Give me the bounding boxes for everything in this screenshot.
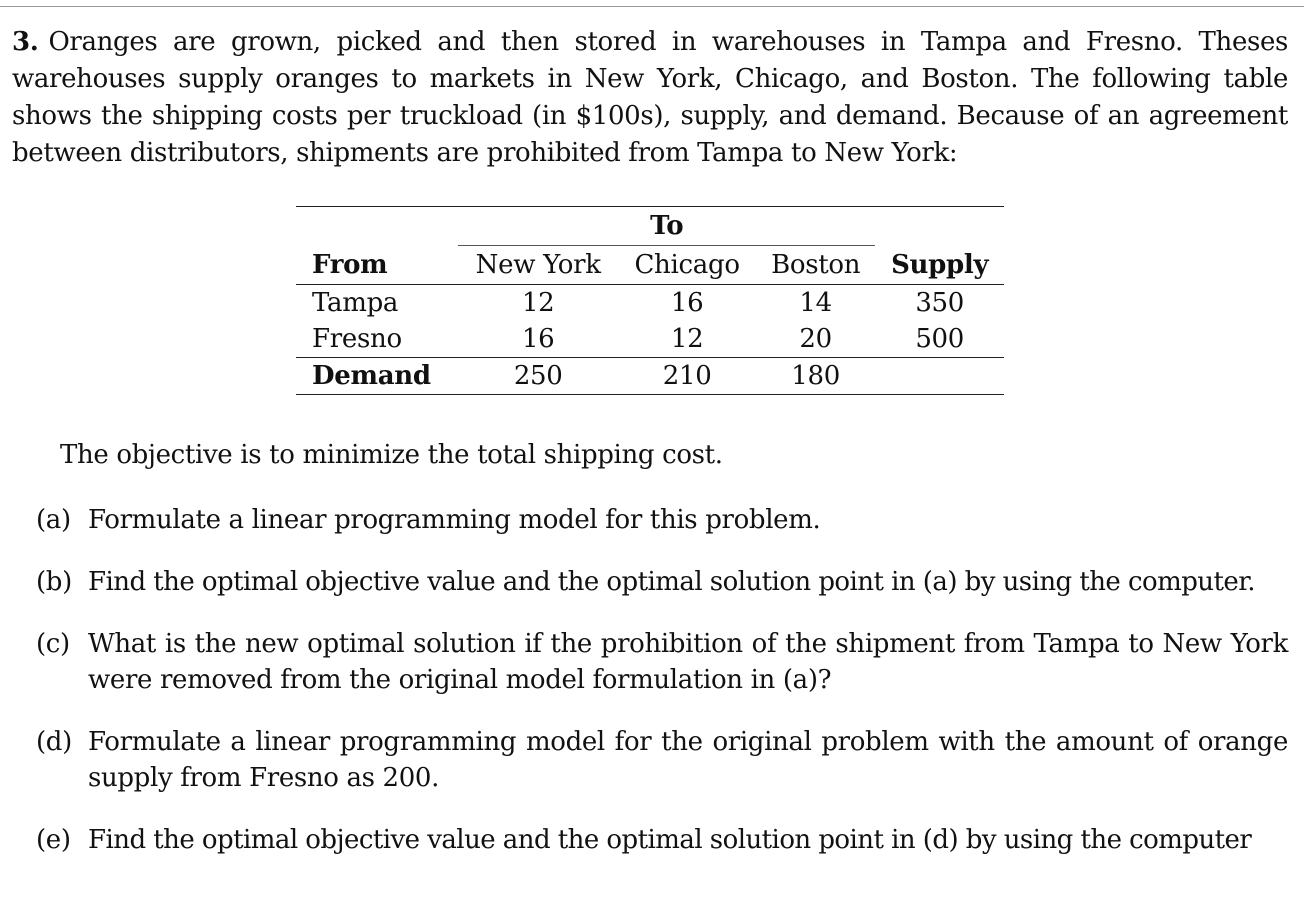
table-row-name: Fresno (312, 324, 402, 354)
table-header-spacer (296, 207, 458, 246)
question-part-label: (e) (36, 825, 71, 855)
cost-table (296, 206, 1004, 395)
table-header-col: Boston (771, 250, 861, 280)
table-demand-row (296, 358, 1004, 395)
question-part-text: Formulate a linear programming model for the original problem with the amount of orange supply from Fresno as 200. (88, 727, 1288, 793)
question-part-label: (c) (36, 629, 70, 659)
table-cell-supply: 350 (915, 288, 965, 318)
table-cell: 16 (670, 288, 704, 318)
question-part (30, 822, 1288, 858)
problem-number: 3. (12, 27, 39, 57)
table-cell: 20 (799, 324, 832, 354)
question-part (30, 724, 1288, 796)
question-part-label: (a) (36, 505, 71, 535)
question-part-label: (d) (36, 727, 72, 757)
table-header-from: From (312, 249, 388, 280)
problem-statement (12, 24, 1288, 172)
table-demand-empty (875, 358, 1004, 395)
table-header-supply: Supply (891, 249, 989, 280)
table-row-name: Tampa (312, 288, 399, 318)
table-header-col: New York (475, 250, 601, 280)
objective-statement: The objective is to minimize the total shipping cost. (60, 440, 723, 470)
question-part (30, 502, 1288, 538)
table-header-to-row (296, 207, 1004, 246)
table-header-spacer (875, 207, 1004, 246)
table-cell: 12 (521, 288, 555, 318)
problem-text: Oranges are grown, picked and then stored in warehouses in Tampa and Fresno. Theses warehouses supply oranges to markets in New York, Chicago, and Boston. The following table shows the shipping costs per truckload (in $100s), supply, and demand. Because of an agreement between distributors, shipments are prohibited from Tampa to New York: (12, 27, 1288, 168)
table-row (296, 285, 1004, 322)
top-divider (0, 6, 1304, 7)
question-parts (30, 502, 1288, 884)
question-part-text: Formulate a linear programming model for this problem. (88, 505, 821, 535)
table-demand-cell: 250 (513, 361, 563, 391)
question-part-text: Find the optimal objective value and the optimal solution point in (d) by using the computer (88, 825, 1252, 855)
table-cell-supply: 500 (915, 324, 965, 354)
table-header-row (296, 246, 1004, 285)
table-header-to: To (458, 207, 875, 246)
table-cell: 16 (521, 324, 555, 354)
question-part-label: (b) (36, 567, 72, 597)
table-demand-cell: 180 (791, 361, 840, 391)
question-part-text: Find the optimal objective value and the optimal solution point in (a) by using the computer. (88, 567, 1255, 597)
table-cell: 12 (670, 324, 704, 354)
question-part (30, 626, 1288, 698)
question-part-text: What is the new optimal solution if the prohibition of the shipment from Tampa to New York were removed from the original model formulation in (a)? (88, 629, 1288, 695)
table-header-col: Chicago (634, 250, 740, 280)
shipping-table (296, 206, 1004, 395)
table-row (296, 321, 1004, 358)
table-cell: 14 (799, 288, 832, 318)
table-demand-cell: 210 (662, 361, 712, 391)
table-demand-label: Demand (312, 361, 431, 391)
question-part (30, 564, 1288, 600)
